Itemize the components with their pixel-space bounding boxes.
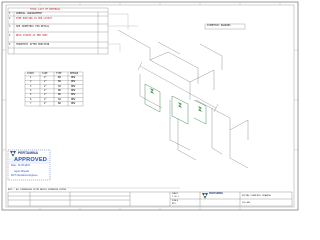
weld-cell: 2" [44, 84, 47, 88]
weld-cell: BW [58, 76, 61, 79]
note-no-1: 1 [9, 12, 11, 15]
weld-cell: 4 [30, 88, 32, 92]
weld-cell: 1 [30, 76, 32, 79]
weld-cell: BW [58, 101, 61, 105]
stamp-date-label: Date: [11, 165, 17, 167]
weld-cell: 2" [44, 93, 47, 97]
note-no-5: 5 [9, 43, 11, 46]
pipe-highlight [145, 84, 206, 124]
weld-cell: 2" [44, 97, 47, 101]
weld-cell: NEW [71, 97, 76, 101]
pipe-routing [118, 30, 248, 168]
weld-cell: BW [58, 93, 61, 97]
weld-cell: NEW [71, 76, 76, 79]
weld-header-joint: JOINT [27, 72, 34, 75]
title-block-logo [202, 193, 208, 199]
weld-cell: NEW [71, 93, 76, 97]
title-block-scale-value: NTS [172, 202, 176, 205]
title-block-sheet-label: SHEET [172, 193, 179, 196]
weld-cell: 6 [30, 97, 32, 101]
title-block-sheet-value: 1 OF 1 [172, 195, 180, 198]
note-text-5: HYDROTEST AFTER ERECTION [16, 43, 50, 46]
weld-header-size: SIZE [42, 72, 48, 75]
note-no-3: 3 [9, 25, 11, 28]
weld-cell: 5 [30, 93, 32, 97]
weld-cell: 2" [44, 76, 47, 79]
weld-cell: 7 [30, 101, 32, 105]
weld-cell: NEW [71, 88, 76, 92]
weld-cell: 2" [44, 88, 47, 92]
weld-cell: BW [58, 80, 61, 84]
weld-cell: SW [58, 97, 61, 101]
weld-cell: NEW [71, 101, 76, 105]
title-block-company: PERTAMINA [209, 192, 224, 196]
stamp-status: APPROVED [14, 157, 47, 164]
weld-cell: 2" [44, 101, 47, 105]
weld-cell: BW [58, 88, 61, 92]
weld-header-type: TYPE [56, 72, 62, 75]
weld-cell: NEW [71, 84, 76, 88]
stamp-name: Ayan Riyadi [14, 169, 29, 173]
note-no-2: 2 [9, 17, 11, 20]
stamp-brand: PERTAMINA [18, 150, 38, 155]
note-no-4: 4 [9, 34, 11, 37]
note-text-3: SEE ISOMETRIC FOR DETAIL [16, 25, 50, 28]
weld-cell: 3 [30, 84, 32, 88]
dimension-lines [138, 62, 218, 112]
weld-cell: 2 [30, 80, 32, 84]
weld-cell: NEW [71, 80, 76, 84]
note-text-1: GENERAL ARRANGEMENT [16, 12, 43, 15]
weld-cell: 2" [44, 80, 47, 84]
title-block-doc-no: ISO-001 [242, 201, 251, 204]
note-text-4: WELD JOINTS AS PER SPEC [16, 34, 48, 37]
drawing-tag: ISOMETRIC DRAWING [207, 24, 231, 28]
stamp-date: 31-05-2023 [18, 165, 30, 167]
note-text-2: PIPE ROUTING AS PER LAYOUT [16, 17, 52, 20]
weld-header-remark: REMARK [70, 72, 79, 75]
weld-cell: SW [58, 84, 61, 88]
title-block-project: PIPING ISOMETRIC DRAWING [242, 194, 271, 197]
notes-header: TOTAL LIST OF MATERIAL [30, 8, 61, 11]
footer-note: NOTE : ALL DIMENSIONS IN MM UNLESS OTHERWISE STATED [8, 189, 67, 191]
stamp-role: MUT Operations Engineer [11, 174, 38, 177]
title-block-scale-label: SCALE [172, 200, 179, 202]
